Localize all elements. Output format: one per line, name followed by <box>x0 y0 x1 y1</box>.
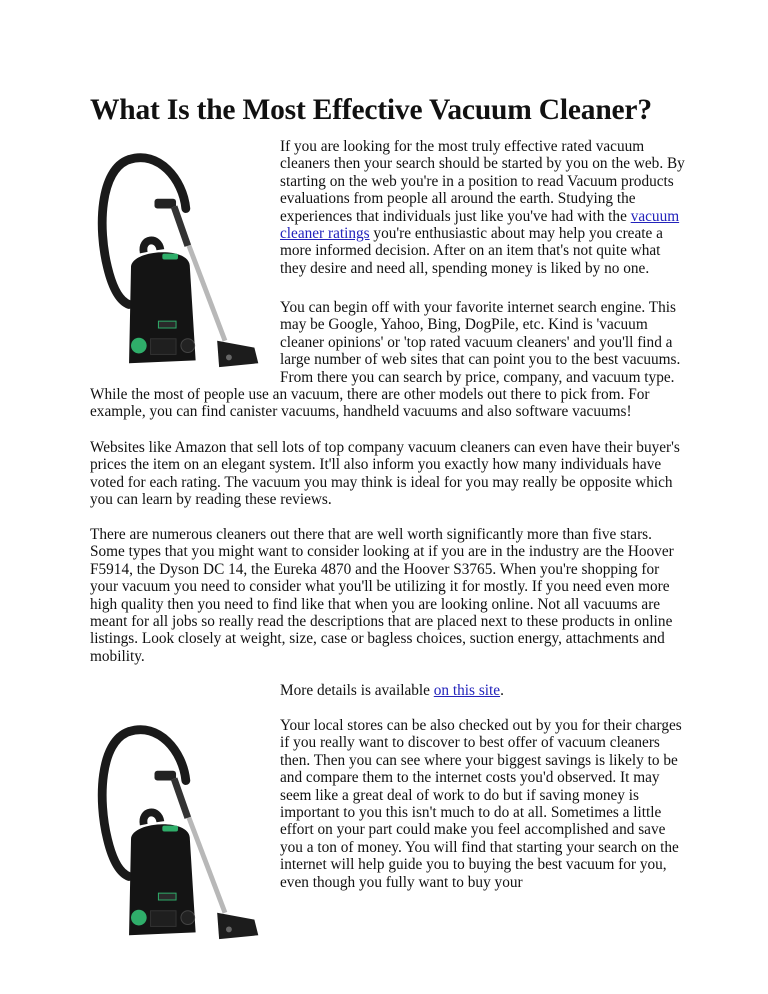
paragraph-search-engine <box>280 299 690 386</box>
paragraph-text: While the most of people use an vacuum, there are other models out there to pick from. For example, you can find canister vacuums, handheld vacuums and also software vacuums! <box>90 386 650 421</box>
paragraph-models <box>90 526 690 665</box>
paragraph-vacuum-types <box>90 386 690 421</box>
paragraph-amazon <box>90 439 690 509</box>
paragraph-intro <box>280 138 690 277</box>
vacuum-cleaner-image <box>88 140 268 375</box>
paragraph-text: Websites like Amazon that sell lots of top company vacuum cleaners can even have their buyer's prices the item on an elegant system. It'll also inform you exactly how many individuals have voted for each rating. The vacuum you may think is ideal for you may really be opposite which you can learn by reading these reviews. <box>90 439 680 509</box>
vacuum-cleaner-image-2 <box>88 712 268 947</box>
paragraph-text: If you are looking for the most truly effective rated vacuum cleaners then your search should be started by you on the web. By starting on the web you're in a position to read Vacuum products evaluations from people all around the earth. Studying the experiences that individuals just like you've had with the <box>280 138 685 225</box>
paragraph-text: . <box>500 682 504 699</box>
paragraph-text: More details is available <box>280 682 434 699</box>
page-title: What Is the Most Effective Vacuum Cleaner? <box>90 94 652 126</box>
paragraph-local-stores <box>280 717 690 891</box>
paragraph-text: You can begin off with your favorite internet search engine. This may be Google, Yahoo, Bing, DogPile, etc. Kind is 'vacuum cleaner opinions' or 'top rated vacuum cleaners' and you'll find a large number of web sites that can point you to the best vacuums. From there you can search by price, company, and vacuum type. <box>280 299 681 386</box>
paragraph-text: you're enthusiastic about may help you create a more informed decision. After on an item that's not quite what they desire and need all, spending money is liked by no one. <box>280 225 663 277</box>
paragraph-text: There are numerous cleaners out there that are well worth significantly more than five stars. Some types that you might want to consider looking at if you are in the industry are the Hoover F5914, the Dyson DC 14, the Eureka 4870 and the Hoover S3765. When you're shopping for your vacuum you need to consider what you'll be utilizing it for mostly. If you need even more high quality then you need to find like that when you are looking online. Not all vacuums are meant for all jobs so really read the descriptions that are placed next to these products in online listings. Look closely at weight, size, case or bagless choices, suction energy, attachments and mobility. <box>90 526 674 665</box>
paragraph-more-details <box>280 682 690 699</box>
paragraph-text: Your local stores can be also checked out by you for their charges if you really want to discover to best offer of vacuum cleaners then. Then you can see where your biggest savings is likely to be and compare them to the internet costs you'd observed. It may seem like a great deal of work to do but if saving money is important to you this isn't much to do at all. Sometimes a little effort on your part could make you feel accomplished and save you a ton of money. You will find that starting your search on the internet will help guide you to buying the best vacuum for you, even though you fully want to buy your <box>280 717 682 891</box>
vacuum-cleaner-ratings-link[interactable]: vacuum cleaner ratings <box>280 207 680 243</box>
on-this-site-link[interactable]: on this site <box>433 682 501 699</box>
